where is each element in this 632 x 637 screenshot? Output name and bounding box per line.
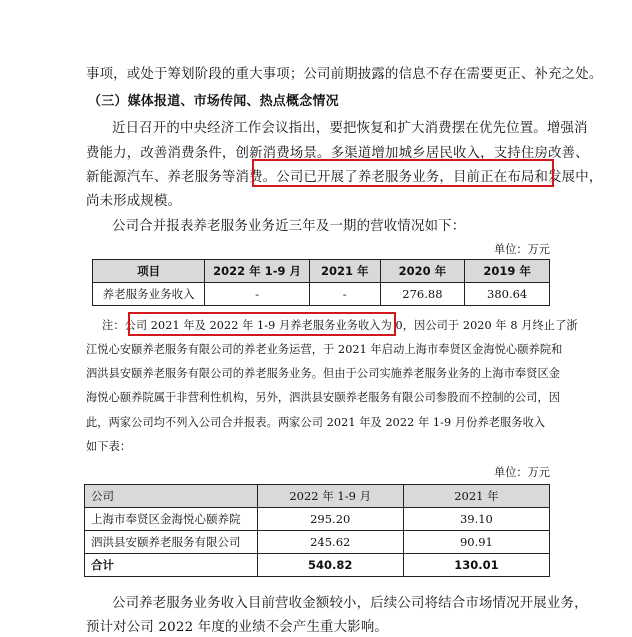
text-line: 事项，或处于筹划阶段的重大事项；公司前期披露的信息不存在需要更正、补充之处。 [86, 67, 603, 82]
subsidiary-revenue-table [84, 484, 550, 577]
header-cell: 2020 年 [380, 260, 465, 283]
text-line: 公司养老服务业务收入目前营收金额较小，后续公司将结合市场情况开展业务， [112, 596, 588, 611]
text-line: 近日召开的中央经济工作会议指出，要把恢复和扩大消费摆在优先位置。增强消 [112, 121, 588, 136]
unit-label: 单位：万元 [494, 243, 550, 256]
note-line: 江悦心安颐养老服务有限公司的养老业务运营，于 2021 年启动上海市奉贤区金海悦心颐养院和 [86, 343, 563, 356]
table-header-row [85, 485, 550, 508]
table-cell: 130.01 [403, 554, 549, 577]
text-segment: 新能源汽车、养老服务等消费。 [86, 170, 277, 185]
table-cell: 39.10 [403, 508, 549, 531]
table-cell: - [205, 283, 310, 306]
note-line: 海悦心颐养院属于非营利性机构，另外，泗洪县安颐养老服务有限公司参股而不控制的公司，因 [86, 391, 561, 404]
header-cell: 2019 年 [465, 260, 550, 283]
header-cell: 2022 年 1-9 月 [257, 485, 403, 508]
table-cell: 295.20 [257, 508, 403, 531]
table-row [93, 283, 550, 306]
section-heading: （三）媒体报道、市场传闻、热点概念情况 [88, 94, 339, 109]
highlighted-text: 公司 2021 年及 2022 年 1-9 月养老服务业务收入为 0， [124, 319, 415, 332]
header-cell: 2021 年 [403, 485, 549, 508]
table-cell: 540.82 [257, 554, 403, 577]
table-row [85, 508, 550, 531]
note-line: 此，两家公司均不列入公司合并报表。两家公司 2021 年及 2022 年 1-9 月份养老服务收入 [86, 416, 546, 429]
text-segment: 因公司于 2020 年 8 月终止了浙 [414, 319, 578, 332]
note-line: 如下表： [86, 440, 132, 453]
revenue-table [92, 259, 550, 306]
table-cell: - [309, 283, 380, 306]
note-line: 泗洪县安颐养老服务有限公司的养老服务业务。但由于公司实施养老服务业务的上海市奉贤区金 [86, 367, 561, 380]
header-cell: 2022 年 1-9 月 [205, 260, 310, 283]
header-cell: 公司 [85, 485, 258, 508]
table-cell: 90.91 [403, 531, 549, 554]
note-prefix: 注： [102, 319, 125, 332]
unit-label: 单位：万元 [494, 466, 550, 479]
header-cell: 项目 [93, 260, 205, 283]
table-cell: 上海市奉贤区金海悦心颐养院 [85, 508, 258, 531]
table-header-row [93, 260, 550, 283]
text-line: 预计对公司 2022 年度的业绩不会产生重大影响。 [86, 620, 389, 635]
table-cell: 245.62 [257, 531, 403, 554]
table-row [85, 531, 550, 554]
table-cell: 合计 [85, 554, 258, 577]
text-line: 尚未形成规模。 [86, 194, 182, 209]
table-cell: 泗洪县安颐养老服务有限公司 [85, 531, 258, 554]
header-cell: 2021 年 [309, 260, 380, 283]
table-cell: 380.64 [465, 283, 550, 306]
table-cell: 276.88 [380, 283, 465, 306]
text-line: 费能力，改善消费条件，创新消费场景。多渠道增加城乡居民收入，支持住房改善、 [86, 146, 589, 161]
text-line: 公司合并报表养老服务业务近三年及一期的营收情况如下： [112, 219, 466, 234]
table-total-row [85, 554, 550, 577]
highlighted-text: 公司已开展了养老服务业务，目前正在布局和发展中， [276, 170, 603, 185]
table-cell: 养老服务业务收入 [93, 283, 205, 306]
note-line [102, 317, 578, 333]
text-line [86, 166, 602, 185]
